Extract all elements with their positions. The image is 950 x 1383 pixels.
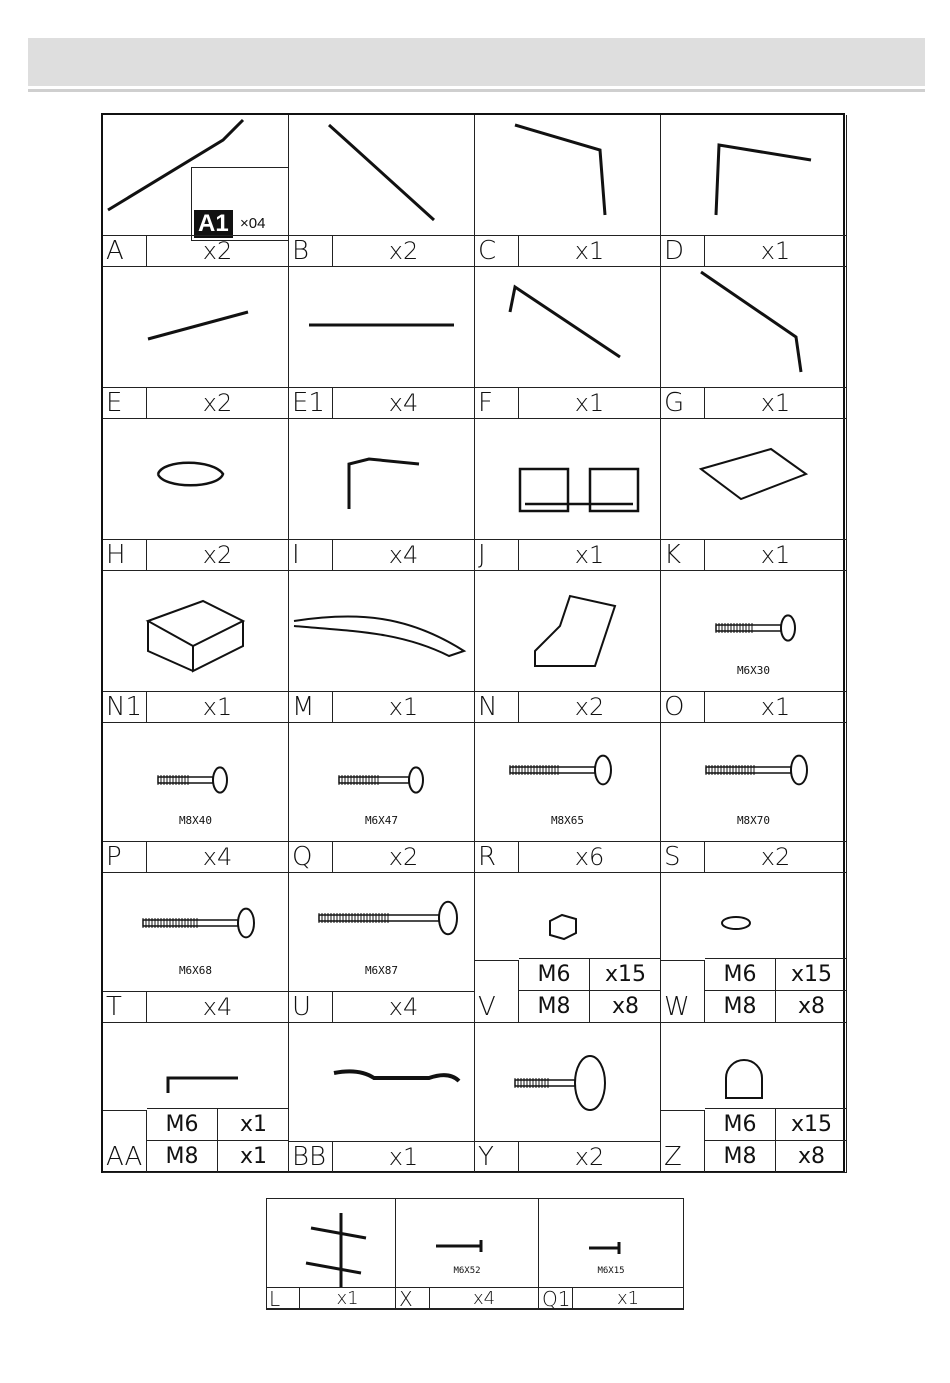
part-qty: x1 (336, 1288, 359, 1309)
part-cell-e1 (289, 267, 475, 419)
part-cell-s (661, 723, 847, 873)
part-label-row (289, 539, 474, 570)
size-qty: x8 (611, 994, 640, 1019)
part-label-row (475, 1141, 660, 1172)
size-qty: x8 (797, 1144, 826, 1169)
part-qty: x4 (472, 1288, 496, 1309)
part-spec: M6X15 (597, 1266, 625, 1276)
part-qty: x2 (574, 693, 605, 721)
part-qty: x1 (760, 237, 791, 265)
part-letter: T (103, 992, 147, 1022)
part-qty: x2 (202, 237, 233, 265)
part-letter: O (661, 692, 705, 722)
part-label-row (103, 691, 288, 722)
part-letter: D (661, 236, 705, 266)
part-label-row (289, 691, 474, 722)
size-row (519, 958, 661, 990)
part-letter: A (103, 236, 147, 266)
part-letter: S (661, 842, 705, 872)
part-label-row (661, 841, 846, 872)
part-label-row (475, 539, 660, 570)
part-drawing-n1-icon (103, 571, 289, 692)
part-letter: B (289, 236, 333, 266)
part-drawing-bb-icon (289, 1023, 475, 1142)
part-cell-r (475, 723, 661, 873)
part-cell-v (475, 873, 661, 1023)
extra-part-cell-l (266, 1198, 396, 1310)
size-qty: x8 (797, 994, 826, 1019)
part-cell-t (103, 873, 289, 1023)
callout-qty: ×04 (240, 215, 266, 232)
part-drawing-j-icon (475, 419, 661, 540)
size-label: M8 (519, 991, 590, 1022)
part-drawing-m-icon (289, 571, 475, 692)
part-cell-c (475, 115, 661, 267)
size-row (519, 990, 661, 1022)
part-cell-n (475, 571, 661, 723)
part-drawing-e-icon (103, 267, 289, 388)
part-qty: x1 (574, 389, 605, 417)
part-cell-n1 (103, 571, 289, 723)
size-row (705, 990, 847, 1022)
part-label-row (475, 235, 660, 266)
part-label-row (289, 991, 474, 1022)
part-cell-y (475, 1023, 661, 1173)
part-cell-a (103, 115, 289, 267)
part-qty: x1 (760, 541, 791, 569)
size-qty: x15 (790, 962, 832, 987)
size-qty: x1 (239, 1144, 268, 1169)
size-qty-table (519, 958, 661, 1022)
parts-grid (101, 113, 845, 1173)
part-qty: x4 (202, 993, 233, 1021)
part-label-row (396, 1287, 538, 1309)
part-drawing-c-icon (475, 115, 661, 236)
size-label: M6 (519, 959, 590, 990)
size-qty: x15 (790, 1112, 832, 1137)
header-bar (28, 38, 925, 86)
part-cell-q (289, 723, 475, 873)
part-spec: M8X65 (550, 814, 585, 827)
part-letter: W (661, 960, 705, 1022)
size-label: M8 (705, 1141, 776, 1172)
extra-parts-table (266, 1192, 684, 1317)
part-drawing-h-icon (103, 419, 289, 540)
part-letter: G (661, 388, 705, 418)
part-cell-k (661, 419, 847, 571)
part-label-row (289, 841, 474, 872)
extra-part-cell-x (396, 1198, 539, 1310)
part-cell-m (289, 571, 475, 723)
size-qty-table (705, 958, 847, 1022)
part-label-row (103, 235, 288, 266)
size-qty: x15 (604, 962, 646, 987)
size-label: M6 (705, 1109, 776, 1140)
part-drawing-z-icon (661, 1023, 847, 1111)
callout-letter: A1 (194, 210, 233, 238)
callout-a1 (191, 167, 289, 241)
part-letter: U (289, 992, 333, 1022)
part-label-row (475, 691, 660, 722)
part-qty: x2 (388, 237, 419, 265)
part-qty: x4 (388, 389, 419, 417)
part-letter: I (289, 540, 333, 570)
part-cell-z (661, 1023, 847, 1173)
part-drawing-w-icon (661, 873, 847, 961)
part-cell-d (661, 115, 847, 267)
part-qty: x6 (574, 843, 605, 871)
part-cell-w (661, 873, 847, 1023)
part-drawing-b-icon (289, 115, 475, 236)
size-label: M6 (705, 959, 776, 990)
part-qty: x2 (388, 843, 419, 871)
part-qty: x1 (574, 237, 605, 265)
part-letter: H (103, 540, 147, 570)
part-drawing-f-icon (475, 267, 661, 388)
size-row (705, 958, 847, 990)
part-drawing-k-icon (661, 419, 847, 540)
part-qty: x4 (388, 993, 419, 1021)
part-spec: M6X47 (364, 814, 399, 827)
part-letter: J (475, 540, 519, 570)
size-qty-table (705, 1108, 847, 1172)
part-qty: x4 (202, 843, 233, 871)
part-drawing-g-icon (661, 267, 847, 388)
part-spec: M6X52 (453, 1266, 481, 1276)
part-letter: C (475, 236, 519, 266)
part-cell-i (289, 419, 475, 571)
part-cell-u (289, 873, 475, 1023)
part-spec: M8X40 (178, 814, 213, 827)
part-cell-p (103, 723, 289, 873)
size-label: M8 (705, 991, 776, 1022)
part-label-row (475, 387, 660, 418)
part-label-row (289, 235, 474, 266)
part-drawing-y-icon (475, 1023, 661, 1142)
part-qty: x1 (616, 1288, 640, 1309)
part-letter: R (475, 842, 519, 872)
part-label-row (661, 235, 846, 266)
part-letter: Q1 (539, 1288, 573, 1309)
part-cell-h (103, 419, 289, 571)
part-drawing-v-icon (475, 873, 661, 961)
part-qty: x1 (760, 389, 791, 417)
part-letter: V (475, 960, 519, 1022)
part-label-row (661, 691, 846, 722)
size-label: M6 (147, 1109, 218, 1140)
part-letter: M (289, 692, 333, 722)
part-qty: x4 (388, 541, 419, 569)
part-qty: x2 (202, 389, 233, 417)
size-qty-table (147, 1108, 289, 1172)
part-drawing-e1-icon (289, 267, 475, 388)
part-letter: Q (289, 842, 333, 872)
part-spec: M8X70 (736, 814, 771, 827)
part-cell-j (475, 419, 661, 571)
part-drawing-aa-icon (103, 1023, 289, 1111)
size-row (705, 1140, 847, 1172)
part-spec: M6X87 (364, 964, 399, 977)
part-letter: Z (661, 1110, 705, 1172)
part-cell-aa (103, 1023, 289, 1173)
part-spec: M6X68 (178, 964, 213, 977)
part-letter: L (266, 1288, 300, 1309)
part-drawing-i-icon (289, 419, 475, 540)
part-cell-b (289, 115, 475, 267)
part-letter: F (475, 388, 519, 418)
part-cell-f (475, 267, 661, 419)
part-qty: x1 (574, 541, 605, 569)
part-qty: x2 (760, 843, 791, 871)
part-letter: AA (103, 1110, 147, 1172)
part-label-row (289, 387, 474, 418)
part-label-row (266, 1287, 395, 1309)
part-label-row (661, 539, 846, 570)
part-qty: x1 (388, 693, 419, 721)
part-letter: E (103, 388, 147, 418)
part-cell-e (103, 267, 289, 419)
part-label-row (103, 539, 288, 570)
size-label: M8 (147, 1141, 218, 1172)
size-qty: x1 (239, 1112, 268, 1137)
extra-part-cell-q1 (539, 1198, 684, 1310)
part-qty: x1 (202, 693, 233, 721)
header-divider (28, 89, 925, 92)
part-letter: N1 (103, 692, 147, 722)
size-row (147, 1140, 289, 1172)
part-label-row (103, 991, 288, 1022)
part-qty: x2 (202, 541, 233, 569)
part-cell-o (661, 571, 847, 723)
part-label-row (539, 1287, 683, 1309)
part-drawing-d-icon (661, 115, 847, 236)
part-letter: Y (475, 1142, 519, 1172)
part-cell-bb (289, 1023, 475, 1173)
part-qty: x1 (760, 693, 791, 721)
size-row (705, 1108, 847, 1140)
part-letter: N (475, 692, 519, 722)
size-row (147, 1108, 289, 1140)
part-letter: E1 (289, 388, 333, 418)
extra-part-drawing-l-icon (266, 1198, 396, 1288)
part-label-row (103, 841, 288, 872)
part-label-row (661, 387, 846, 418)
part-letter: P (103, 842, 147, 872)
part-cell-g (661, 267, 847, 419)
part-letter: BB (289, 1142, 333, 1172)
part-label-row (103, 387, 288, 418)
part-label-row (475, 841, 660, 872)
part-spec: M6X30 (736, 664, 771, 677)
part-qty: x1 (388, 1143, 419, 1171)
part-qty: x2 (574, 1143, 605, 1171)
part-label-row (289, 1141, 474, 1172)
part-drawing-n-icon (475, 571, 661, 692)
part-letter: K (661, 540, 705, 570)
part-letter: X (396, 1288, 430, 1309)
